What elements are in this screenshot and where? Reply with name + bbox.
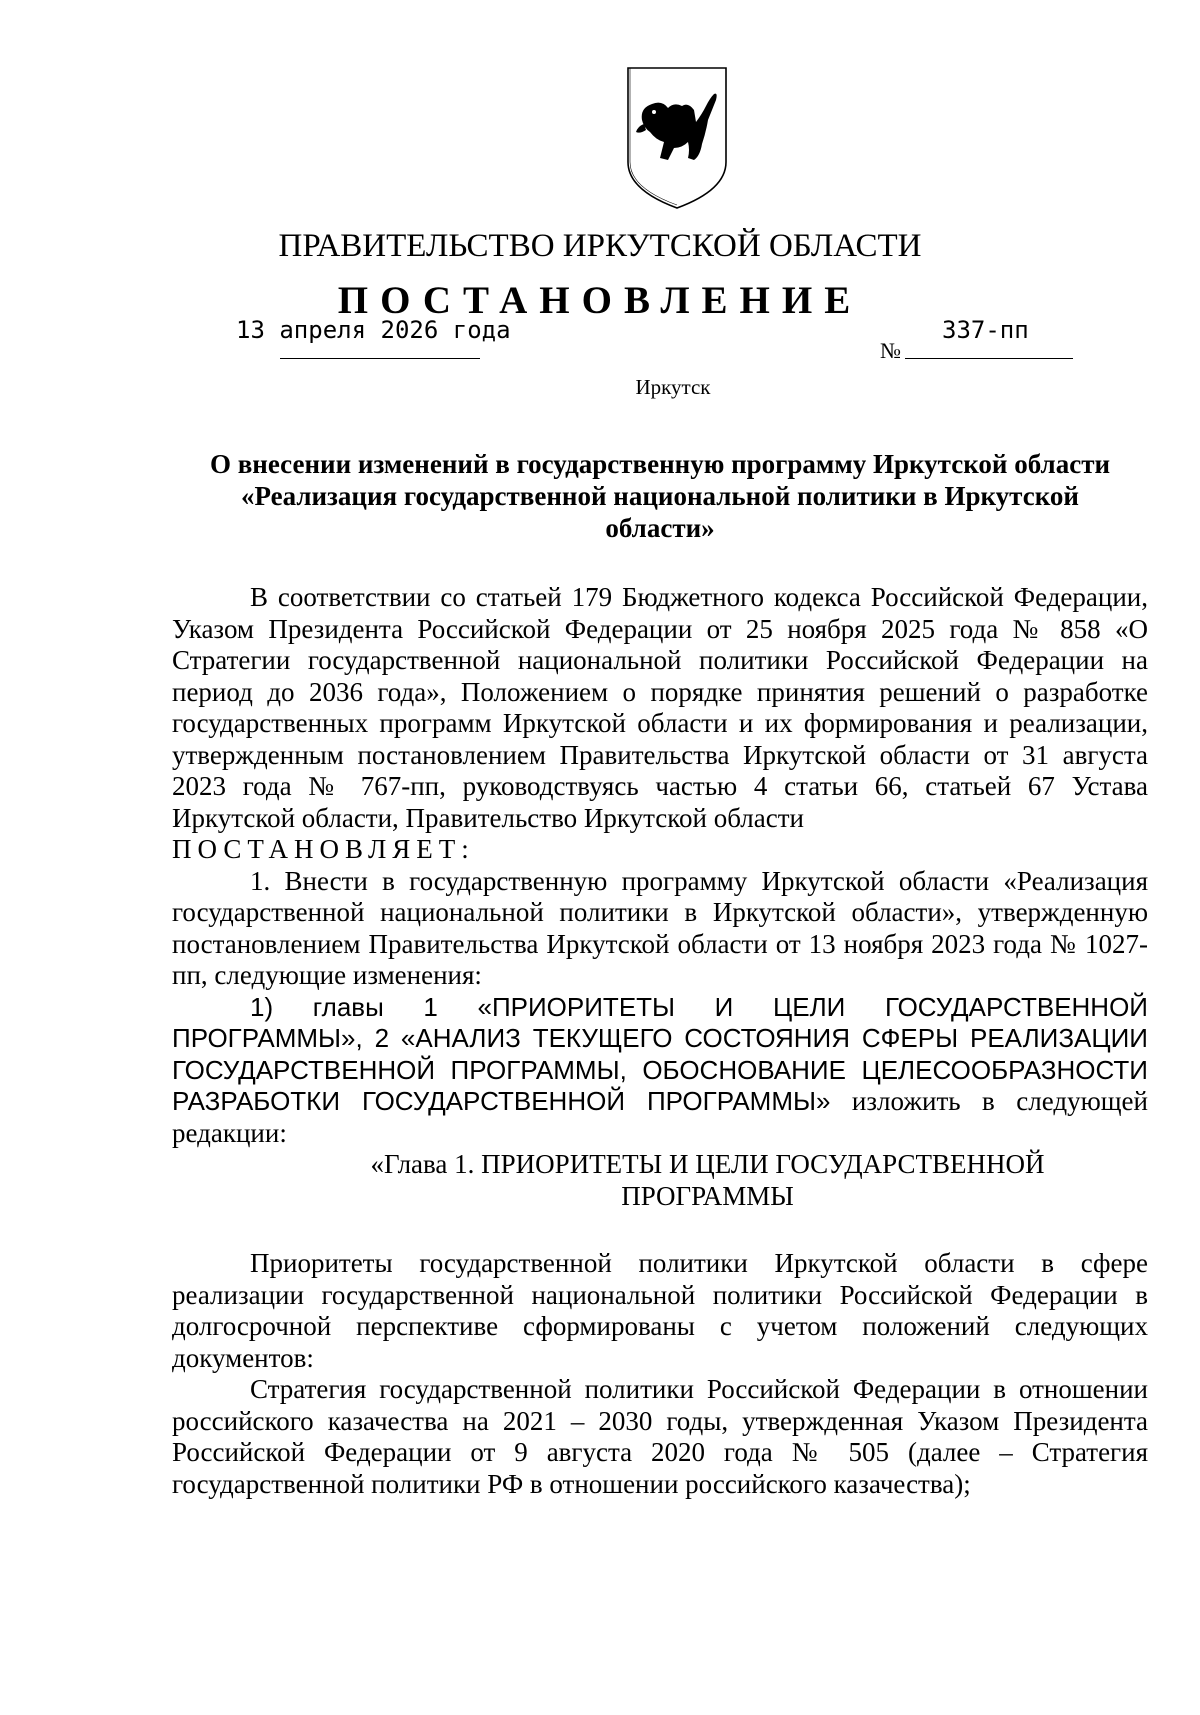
document-date: 13 апреля 2026 года: [236, 316, 511, 344]
date-underline: [280, 358, 480, 359]
chapter-heading-line: «Глава 1. ПРИОРИТЕТЫ И ЦЕЛИ ГОСУДАРСТВЕННОЙ: [370, 1149, 1045, 1179]
subject-line: области»: [605, 513, 715, 543]
item-1-1-caps: 1) главы 1 «ПРИОРИТЕТЫ И ЦЕЛИ ГОСУДАРСТВЕННОЙ ПРОГРАММЫ», 2 «АНАЛИЗ ТЕКУЩЕГО СОСТОЯНИЯ СФЕРЫ РЕАЛИЗАЦИИ ГОСУДАРСТВЕННОЙ ПРОГРАММЫ, ОБОСНОВАНИЕ ЦЕЛЕСООБРАЗНОСТИ РАЗРАБОТКИ ГОСУДАРСТВЕННОЙ ПРОГРАММЫ»: [172, 991, 1148, 1116]
number-sign: №: [880, 338, 901, 363]
item-1-1-paragraph: [172, 992, 1148, 1150]
strategy-paragraph: Стратегия государственной политики Российской Федерации в отношении российского казачества на 2021 – 2030 годы, утвержденная Указом Президента Российской Федерации от 9 августа 2020 года № 505 (далее – Стратегия государственной политики РФ в отношении российского казачества);: [172, 1374, 1148, 1499]
city-name: Иркутск: [635, 375, 711, 399]
spacer: [172, 1212, 1148, 1248]
document-body: [172, 582, 1148, 1500]
subject-line: О внесении изменений в государственную программу Иркутской области: [209, 449, 1111, 479]
number-underline: [905, 358, 1073, 359]
subject-line: «Реализация государственной национальной политики в Иркутской: [240, 481, 1079, 511]
government-title: ПРАВИТЕЛЬСТВО ИРКУТСКОЙ ОБЛАСТИ: [278, 228, 922, 264]
item-1-paragraph: 1. Внести в государственную программу Иркутской области «Реализация государственной национальной политики в Иркутской области», утвержденную постановлением Правительства Иркутской области от 13 ноября 2023 года № 1027-пп, следующие изменения:: [172, 865, 1148, 990]
document-number: 337-пп: [942, 316, 1029, 344]
coat-of-arms-emblem: [622, 62, 732, 214]
resolves-heading: ПОСТАНОВЛЯЕТ:: [172, 834, 475, 864]
document-subject: [170, 448, 1150, 544]
document-type-title: ПОСТАНОВЛЕНИЕ: [337, 279, 863, 322]
item-1-1-tail: изложить в следующей редакции:: [172, 1086, 1148, 1148]
priorities-paragraph: Приоритеты государственной политики Иркутской области в сфере реализации государственной национальной политики Российской Федерации в долгосрочной перспективе сформированы с учетом положений следующих документов:: [172, 1248, 1148, 1373]
chapter-heading-line: ПРОГРАММЫ: [621, 1180, 794, 1211]
chapter-heading: [172, 1149, 1148, 1212]
preamble-paragraph: В соответствии со статьей 179 Бюджетного кодекса Российской Федерации, Указом Президента Российской Федерации от 25 ноября 2025 года № 858 «О Стратегии государственной национальной политики Российской Федерации на период до 2036 года», Положением о порядке принятия решений о разработке государственных программ Иркутской области и их формирования и реализации, утвержденным постановлением Правительства Иркутской области от 31 августа 2023 года № 767-пп, руководствуясь частью 4 статьи 66, статьей 67 Устава Иркутской области, Правительство Иркутской области: [172, 582, 1148, 833]
